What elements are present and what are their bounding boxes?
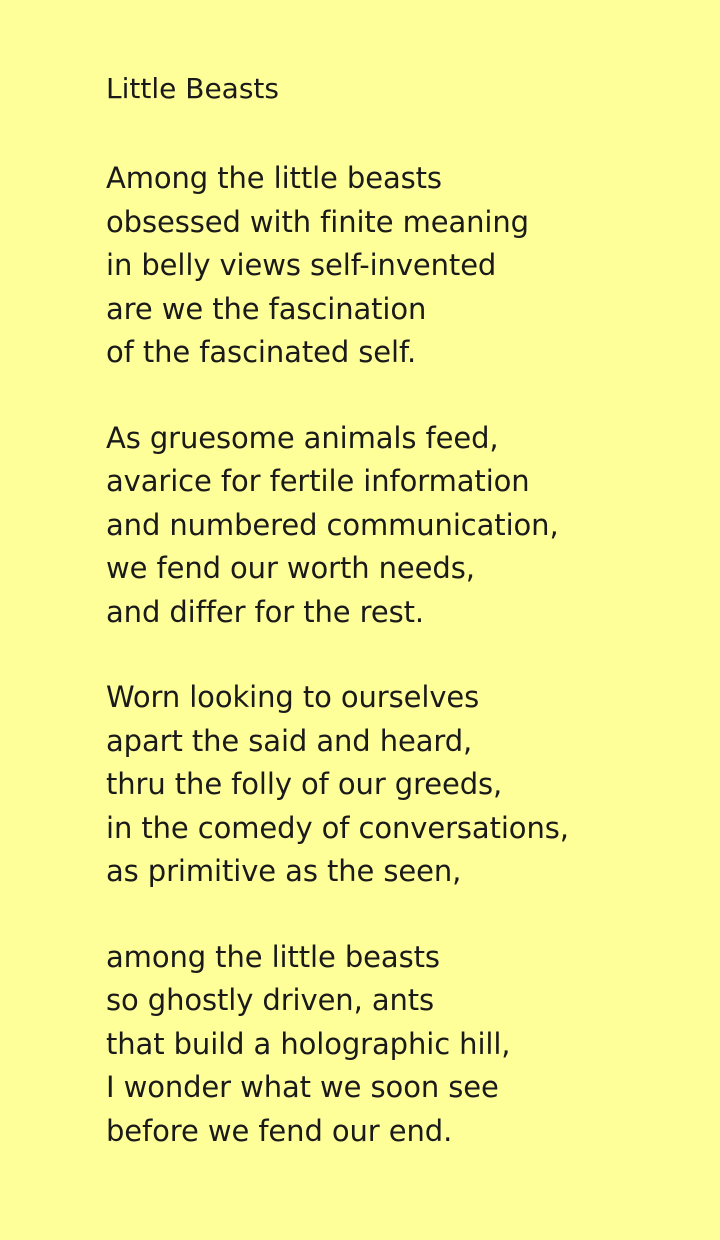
- poem-line: before we fend our end.: [106, 1113, 453, 1148]
- poem-line: in the comedy of conversations,: [106, 810, 569, 845]
- poem-line: Among the little beasts: [106, 161, 442, 195]
- poem-line: I wonder what we soon see: [106, 1070, 499, 1104]
- poem-line: As gruesome animals feed,: [106, 420, 499, 455]
- poem-line: Worn looking to ourselves: [106, 680, 480, 714]
- poem-line: in belly views self-invented: [106, 248, 497, 282]
- poem-line: avarice for fertile information: [106, 464, 530, 498]
- poem-line: that build a holographic hill,: [106, 1026, 511, 1061]
- stanza-3: [106, 676, 706, 894]
- poem-line: we fend our worth needs,: [106, 551, 475, 585]
- poem-line: and differ for the rest.: [106, 594, 424, 629]
- poem-line: thru the folly of our greeds,: [106, 767, 503, 801]
- poem-line: obsessed with finite meaning: [106, 204, 529, 239]
- stanza-2: [106, 417, 706, 635]
- stanza-1: [106, 157, 706, 375]
- poem-line: as primitive as the seen,: [106, 854, 462, 888]
- poem: [106, 69, 706, 1195]
- poem-line: apart the said and heard,: [106, 723, 473, 758]
- poem-line: are we the fascination: [106, 291, 427, 326]
- poem-line: and numbered communication,: [106, 507, 559, 542]
- poem-line: of the fascinated self.: [106, 335, 417, 369]
- poem-title: Little Beasts: [106, 72, 279, 105]
- poem-line: among the little beasts: [106, 939, 440, 974]
- poem-line: so ghostly driven, ants: [106, 983, 435, 1017]
- stanza-4: [106, 936, 706, 1154]
